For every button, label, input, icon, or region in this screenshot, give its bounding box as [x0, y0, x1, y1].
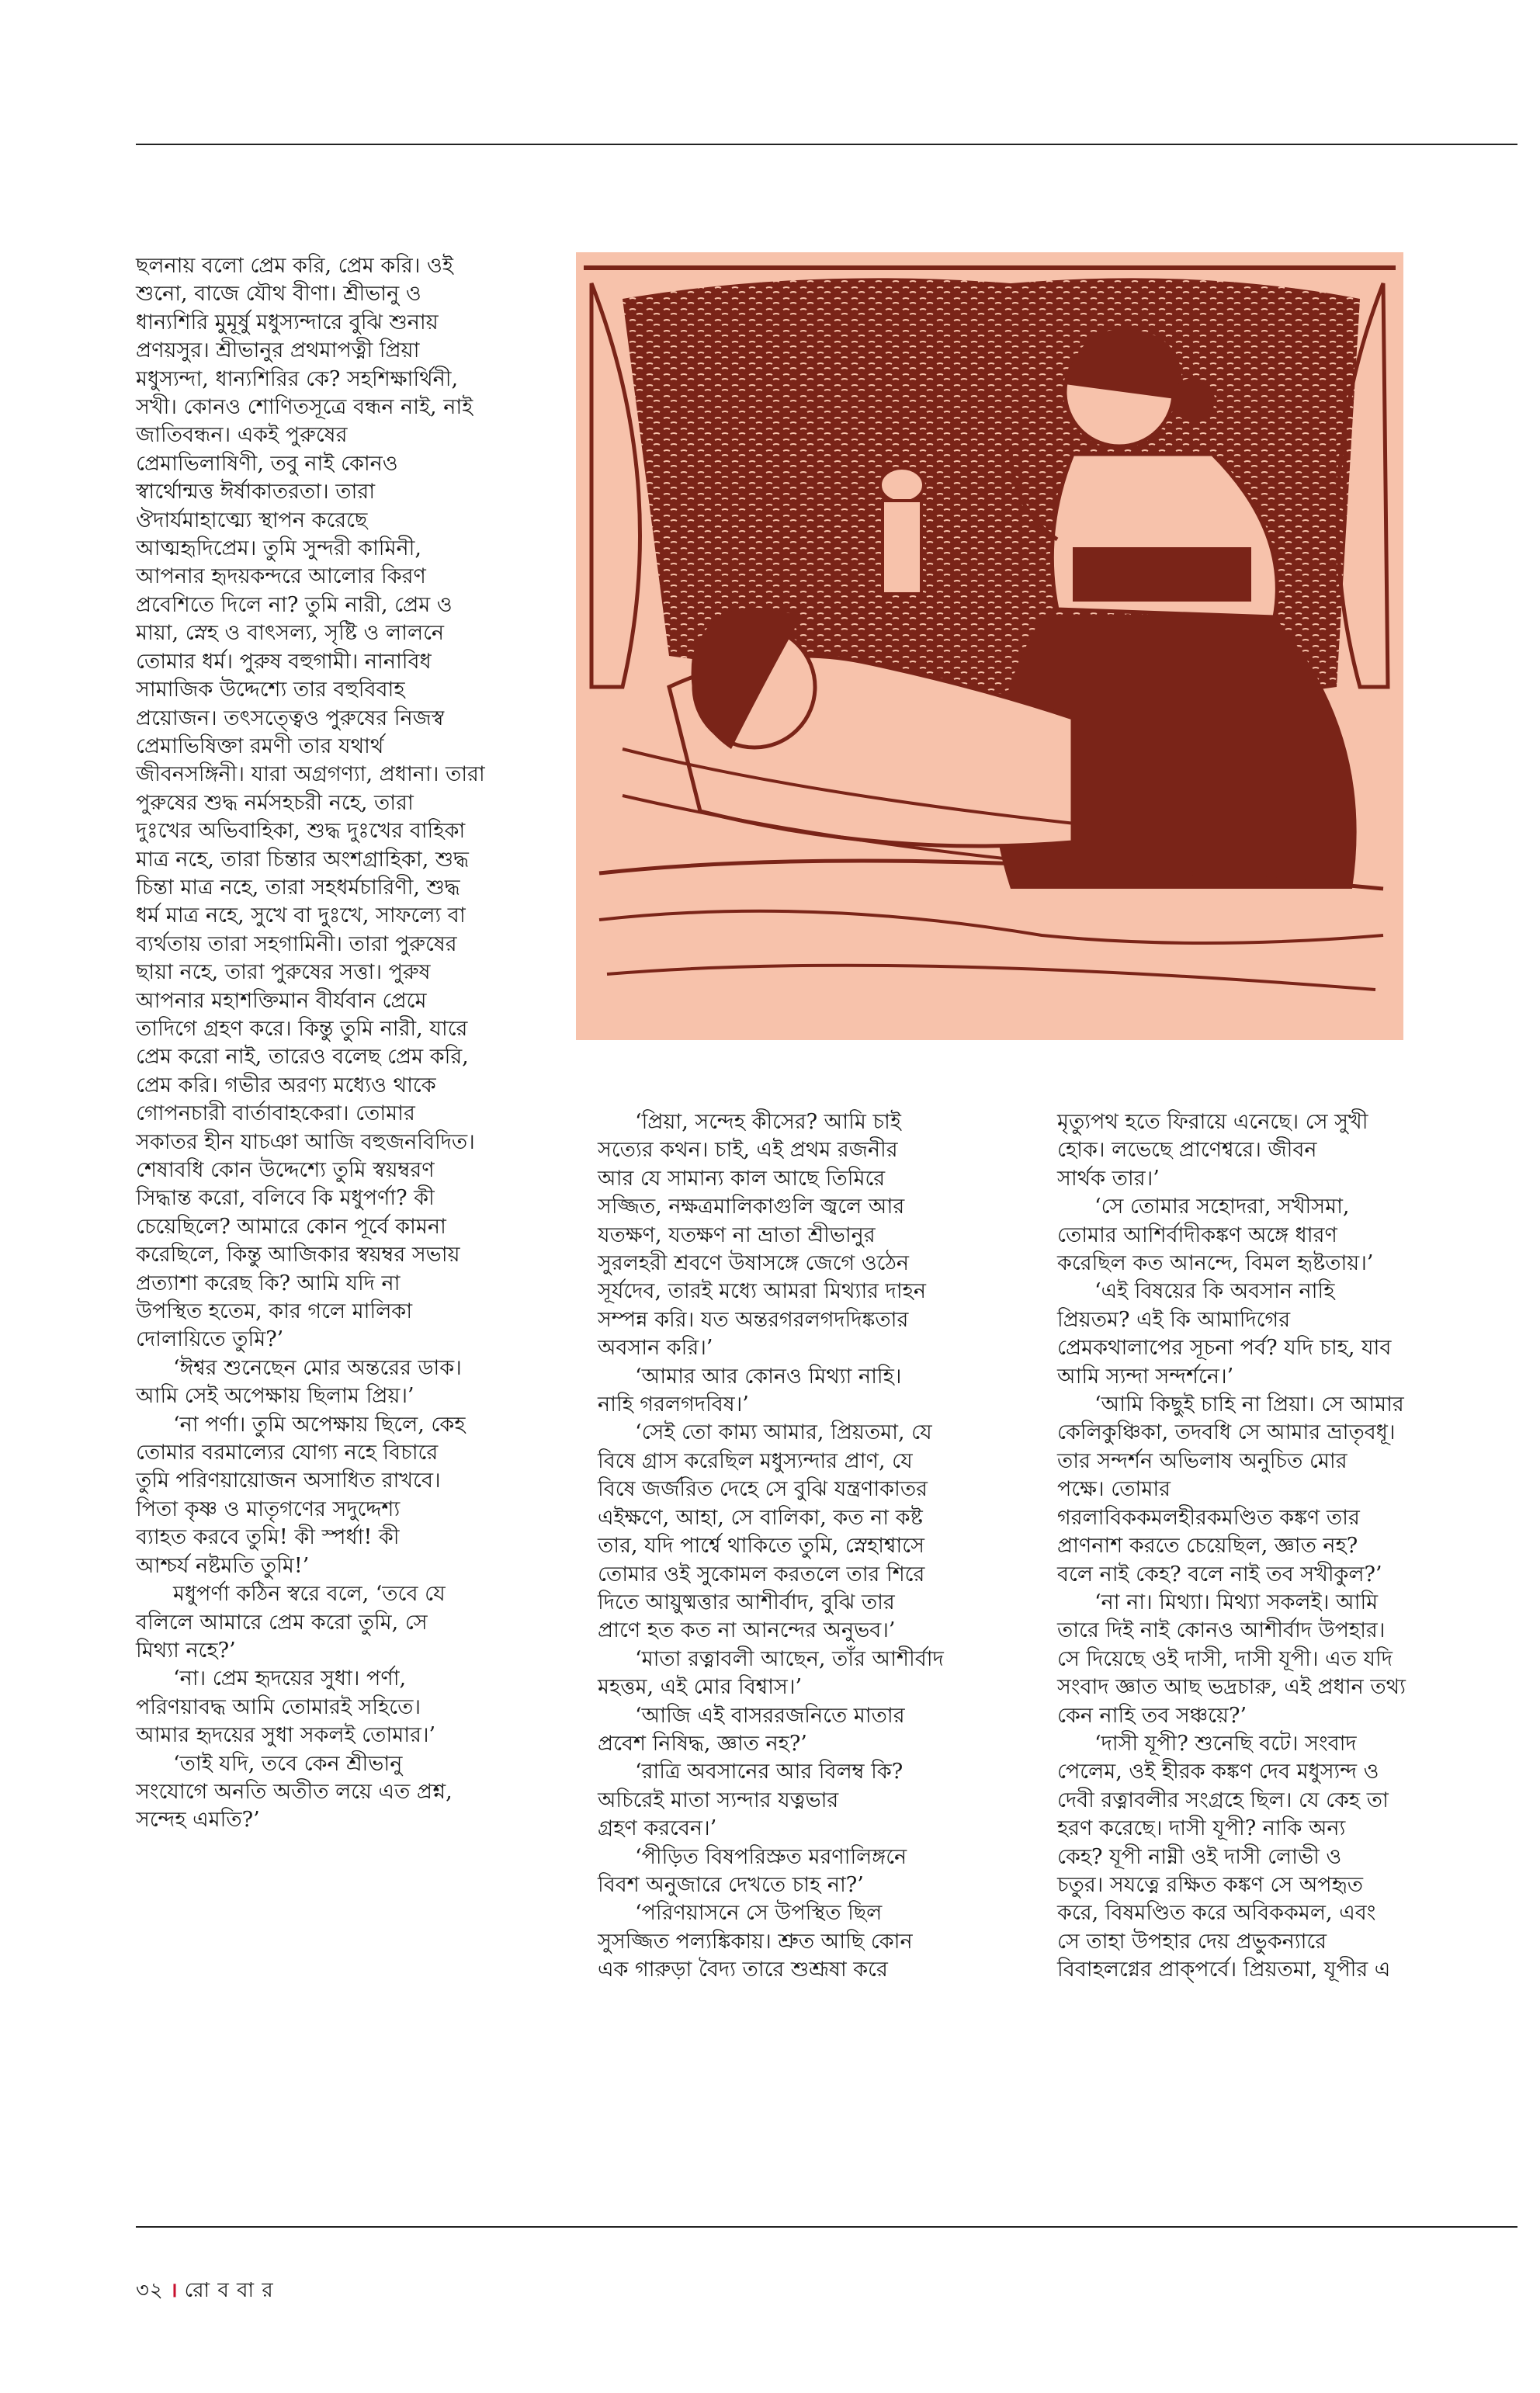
text-line: ‘আমার আর কোনও মিথ্যা নাহি।	[635, 1364, 902, 1389]
text-line: ‘এই বিষয়ের কি অবসান নাহি	[1094, 1279, 1335, 1304]
text-line: অচিরেই মাতা স্যন্দার যত্নভার	[598, 1788, 839, 1812]
text-line: সামাজিক উদ্দেশ্যে তার বহুবিবাহ	[136, 678, 405, 702]
bottom-rule	[136, 2226, 1517, 2228]
text-line: ব্যর্থতায় তারা সহগামিনী। তারা পুরুষের	[136, 931, 457, 956]
text-line: আমার হৃদয়ের সুধা সকলই তোমার।’	[136, 1723, 436, 1748]
text-column-2	[598, 1108, 1021, 1985]
text-line: সুরলহরী শ্রবণে উষাসঙ্গে জেগে ওঠেন	[598, 1251, 909, 1276]
text-line: স্বার্থোন্মত্ত ঈর্ষাকাতরতা। তারা	[136, 480, 376, 505]
text-line: সত্যের কথন। চাই, এই প্রথম রজনীর	[598, 1138, 898, 1163]
text-line: ‘না। প্রেম হৃদয়ের সুধা। পর্ণা,	[173, 1666, 407, 1691]
text-line: তোমার বরমাল্যের যোগ্য নহে বিচারে	[136, 1441, 439, 1465]
text-line: প্রত্যাশা করেছ কি? আমি যদি না	[136, 1271, 401, 1295]
text-line: প্রবেশ নিষিদ্ধ, জ্ঞাত নহ?’	[598, 1731, 807, 1756]
text-line: জাতিবন্ধন। একই পুরুষের	[136, 423, 348, 448]
text-line: ‘সে তোমার সহোদরা, সখীসমা,	[1094, 1195, 1350, 1219]
text-line: করেছিল কত আনন্দে, বিমল হৃষ্টতায়।’	[1057, 1251, 1374, 1276]
text-line: দুঃখের অভিবাহিকা, শুদ্ধ দুঃখের বাহিকা	[136, 819, 466, 844]
text-line: চতুর। সযত্নে রক্ষিত কঙ্কণ সে অপহৃত	[1057, 1872, 1364, 1897]
text-line: এক গারুড়া বৈদ্য তারে শুশ্রূষা করে	[598, 1958, 888, 1982]
text-line: সে দিয়েছে ওই দাসী, দাসী যূপী। এত যদি	[1057, 1646, 1393, 1671]
illustration-drawing	[576, 252, 1403, 1040]
text-line: বলিলে আমারে প্রেম করো তুমি, সে	[136, 1610, 428, 1635]
text-line: প্রাণে হত কত না আনন্দের অনুভব।’	[598, 1618, 896, 1643]
text-line: বিবাহলগ্নের প্রাক্‌পর্বে। প্রিয়তমা, যূপীর এ	[1057, 1958, 1391, 1982]
text-line: গ্রহণ করবেন।’	[598, 1816, 717, 1841]
text-column-1	[136, 252, 539, 1835]
text-line: হরণ করেছে। দাসী যূপী? নাকি অন্য	[1057, 1816, 1346, 1841]
text-line: গরলাবিককমলহীরকমণ্ডিত কঙ্কণ তার	[1057, 1505, 1360, 1530]
text-line: সন্দেহ এমতি?’	[136, 1808, 260, 1833]
text-line: ‘পীড়িত বিষপরিস্রুত মরণালিঙ্গনে	[635, 1844, 907, 1869]
text-line: আশ্চর্য নষ্টমতি তুমি!’	[136, 1553, 310, 1578]
text-line: ‘সেই তো কাম্য আমার, প্রিয়তমা, যে	[635, 1420, 932, 1445]
text-line: পরিণয়াবদ্ধ আমি তোমারই সহিতে।	[136, 1694, 421, 1719]
text-line: ‘প্রিয়া, সন্দেহ কীসের? আমি চাই	[635, 1110, 901, 1134]
text-line: প্রিয়তম? এই কি আমাদিগের	[1057, 1307, 1291, 1332]
text-line: চিন্তা মাত্র নহে, তারা সহধর্মচারিণী, শুদ্ধ	[136, 875, 460, 900]
text-line: মিথ্যা নহে?’	[136, 1638, 236, 1663]
text-line: ‘ঈশ্বর শুনেছেন মোর অন্তরের ডাক।	[173, 1355, 462, 1380]
top-rule	[136, 144, 1517, 145]
text-line: সিদ্ধান্ত করো, বলিবে কি মধুপর্ণা? কী	[136, 1186, 435, 1211]
text-line: ধর্ম মাত্র নহে, সুখে বা দুঃখে, সাফল্যে বা	[136, 903, 466, 928]
text-line: কেহ? যূপী নাম্নী ওই দাসী লোভী ও	[1057, 1844, 1342, 1869]
text-line: ছলনায় বলো প্রেম করি, প্রেম করি। ওই	[136, 254, 453, 278]
footer-separator: ।	[169, 2279, 179, 2302]
text-line: সার্থক তার।’	[1057, 1166, 1160, 1191]
text-line: তোমার ধর্ম। পুরুষ বহুগামী। নানাবিধ	[136, 649, 432, 674]
text-line: এইক্ষণে, আহা, সে বালিকা, কত না কষ্ট	[598, 1505, 923, 1530]
text-line: আত্মহৃদিপ্রেম। তুমি সুন্দরী কামিনী,	[136, 536, 421, 561]
text-line: প্রয়োজন। তৎসত্ত্বেও পুরুষের নিজস্ব	[136, 706, 445, 730]
text-line: সে তাহা উপহার দেয় প্রভুকন্যারে	[1057, 1929, 1327, 1954]
text-line: প্রেমাভিলাষিণী, তবু নাই কোনও	[136, 451, 398, 476]
text-line: নাহি গরলগদবিষ।’	[598, 1392, 749, 1417]
text-line: শুনো, বাজে যৌথ বীণা। শ্রীভানু ও	[136, 282, 421, 307]
text-line: তার, যদি পার্শ্বে থাকিতে তুমি, স্নেহাশ্বাসে	[598, 1534, 924, 1559]
text-line: হোক। লভেছে প্রাণেশ্বরে। জীবন	[1057, 1138, 1317, 1163]
text-line: উপস্থিত হতেম, কার গলে মালিকা	[136, 1299, 413, 1324]
page-number: ৩২	[136, 2279, 164, 2302]
text-line: ‘আমি কিছুই চাহি না প্রিয়া। সে আমার	[1094, 1392, 1404, 1417]
text-line: মায়া, স্নেহ ও বাৎসল্য, সৃষ্টি ও লালনে	[136, 621, 445, 646]
text-column-3	[1057, 1108, 1507, 1985]
text-line: আমি স্যন্দা সন্দর্শনে।’	[1057, 1364, 1234, 1389]
text-line: প্রেম করো নাই, তারেও বলেছ প্রেম করি,	[136, 1045, 469, 1070]
text-line: প্রবেশিতে দিলে না? তুমি নারী, প্রেম ও	[136, 592, 453, 617]
text-line: তারে দিই নাই কোনও আশীর্বাদ উপহার।	[1057, 1618, 1386, 1643]
text-line: মাত্র নহে, তারা চিন্তার অংশগ্রাহিকা, শুদ্ধ	[136, 847, 469, 872]
text-line: তার সন্দর্শন অভিলাষ অনুচিত মোর	[1057, 1448, 1348, 1473]
text-line: কেলিকুঞ্চিকা, তদবধি সে আমার ভ্রাতৃবধূ।	[1057, 1420, 1396, 1445]
text-line: পক্ষে। তোমার	[1057, 1477, 1171, 1502]
text-line: ব্যাহত করবে তুমি! কী স্পর্ধা! কী	[136, 1525, 400, 1550]
text-line: চেয়েছিলে? আমারে কোন পূর্বে কামনা	[136, 1214, 446, 1239]
text-line: পেলেম, ওই হীরক কঙ্কণ দেব মধুস্যন্দ ও	[1057, 1760, 1379, 1784]
text-line: সূর্যদেব, তারই মধ্যে আমরা মিথ্যার দাহন	[598, 1279, 926, 1304]
text-line: সম্পন্ন করি। যত অন্তরগরলগদদিঙ্কতার	[598, 1307, 909, 1332]
text-line: আমি সেই অপেক্ষায় ছিলাম প্রিয়।’	[136, 1384, 414, 1409]
text-line: ‘আজি এই বাসররজনিতে মাতার	[635, 1703, 905, 1728]
text-line: যতক্ষণ, যতক্ষণ না ভ্রাতা শ্রীভানুর	[598, 1223, 876, 1247]
text-line: বলে নাই কেহ? বলে নাই তব সখীকুল?’	[1057, 1562, 1382, 1587]
text-line: শেষাবধি কোন উদ্দেশ্যে তুমি স্বয়ম্বরণ	[136, 1158, 435, 1182]
text-line: বিষে জর্জরিত দেহে সে বুঝি যন্ত্রণাকাতর	[598, 1477, 928, 1502]
text-line: দোলায়িতে তুমি?’	[136, 1327, 284, 1352]
page-footer	[136, 2274, 274, 2308]
text-line: ‘না পর্ণা। তুমি অপেক্ষায় ছিলে, কেহ	[173, 1412, 466, 1437]
text-line: সংবাদ জ্ঞাত আছ ভদ্রচারু, এই প্রধান তথ্য	[1057, 1675, 1406, 1700]
magazine-name: রো ব বা র	[184, 2279, 274, 2302]
text-line: সজ্জিত, নক্ষত্রমালিকাগুলি জ্বলে আর	[598, 1195, 905, 1219]
text-line: করেছিলে, কিন্তু আজিকার স্বয়ম্বর সভায়	[136, 1243, 460, 1268]
text-line: মৃত্যুপথ হতে ফিরায়ে এনেছে। সে সুখী	[1057, 1110, 1368, 1134]
text-line: ‘না না। মিথ্যা। মিথ্যা সকলই। আমি	[1094, 1590, 1379, 1614]
text-line: দেবী রত্নাবলীর সংগ্রহে ছিল। যে কেহ তা	[1057, 1788, 1389, 1812]
text-line: মধুস্যন্দা, ধান্যশিরির কে? সহশিক্ষার্থিনী,	[136, 366, 459, 391]
text-line: প্রেম করি। গভীর অরণ্য মধ্যেও থাকে	[136, 1073, 436, 1098]
text-line: বিবশ অনুজারে দেখতে চাহ না?’	[598, 1872, 864, 1897]
text-line: কেন নাহি তব সঞ্চয়ে?’	[1057, 1703, 1247, 1728]
text-line: ‘দাসী যূপী? শুনেছি বটে। সংবাদ	[1094, 1731, 1357, 1756]
text-line: আপনার মহাশক্তিমান বীর্যবান প্রেমে	[136, 988, 427, 1013]
text-line: আপনার হৃদয়কন্দরে আলোর কিরণ	[136, 564, 426, 589]
text-line: তুমি পরিণয়ায়োজন অসাধিত রাখবে।	[136, 1469, 441, 1493]
text-line: প্রণয়সুর। শ্রীভানুর প্রথমাপত্নী প্রিয়া	[136, 338, 420, 363]
text-line: তোমার ওই সুকোমল করতলে তার শিরে	[598, 1562, 925, 1587]
text-line: ‘পরিণয়াসনে সে উপস্থিত ছিল	[635, 1901, 883, 1926]
text-line: তোমার আশির্বাদীকঙ্কণ অঙ্গে ধারণ	[1057, 1223, 1337, 1247]
text-line: দিতে আয়ুষ্মত্তার আশীর্বাদ, বুঝি তার	[598, 1590, 895, 1614]
text-line: তাদিগে গ্রহণ করে। কিন্তু তুমি নারী, যারে	[136, 1016, 468, 1041]
text-line: আর যে সামান্য কাল আছে তিমিরে	[598, 1166, 886, 1191]
text-line: সকাতর হীন যাচঞা আজি বহুজনবিদিত।	[136, 1129, 475, 1154]
text-line: করে, বিষমণ্ডিত করে অবিককমল, এবং	[1057, 1901, 1376, 1926]
illustration	[576, 252, 1403, 1040]
text-line: জীবনসঙ্গিনী। যারা অগ্রগণ্যা, প্রধানা। তারা	[136, 762, 485, 787]
text-line: বিষে গ্রাস করেছিল মধুস্যন্দার প্রাণ, যে	[598, 1448, 913, 1473]
text-line: ‘তাই যদি, তবে কেন শ্রীভানু	[173, 1751, 403, 1776]
text-line: সংযোগে অনতি অতীত লয়ে এত প্রশ্ন,	[136, 1779, 453, 1804]
text-line: ‘রাত্রি অবসানের আর বিলম্ব কি?	[635, 1760, 904, 1784]
text-line: পুরুষের শুদ্ধ নর্মসহচরী নহে, তারা	[136, 790, 414, 815]
text-line: গোপনচারী বার্তাবাহকেরা। তোমার	[136, 1101, 415, 1126]
text-line: ছায়া নহে, তারা পুরুষের সত্তা। পুরুষ	[136, 960, 431, 985]
text-line: ধান্যশিরি মুমূর্ষু মধুস্যন্দারে বুঝি শুনায়	[136, 310, 439, 335]
text-line: প্রেমকথালাপের সূচনা পর্ব? যদি চাহ, যাব	[1057, 1336, 1392, 1361]
text-line: মধুপর্ণা কঠিন স্বরে বলে, ‘তবে যে	[173, 1582, 446, 1607]
text-line: অবসান করি।’	[598, 1336, 713, 1361]
text-line: ঔদার্যমাহাত্ম্যে স্থাপন করেছে	[136, 508, 368, 532]
text-line: প্রাণনাশ করতে চেয়েছিল, জ্ঞাত নহ?	[1057, 1534, 1358, 1559]
text-line: প্রেমাভিষিক্তা রমণী তার যথার্থ	[136, 734, 384, 758]
text-line: পিতা কৃষ্ণ ও মাতৃগণের সদুদ্দেশ্য	[136, 1496, 401, 1521]
text-line: ‘মাতা রত্নাবলী আছেন, তাঁর আশীর্বাদ	[635, 1646, 944, 1671]
text-line: সুসজ্জিত পল্যঙ্কিকায়। শ্রুত আছি কোন	[598, 1929, 913, 1954]
text-line: সখী। কোনও শোণিতসূত্রে বন্ধন নাই, নাই	[136, 395, 473, 420]
text-line: মহত্তম, এই মোর বিশ্বাস।’	[598, 1675, 803, 1700]
